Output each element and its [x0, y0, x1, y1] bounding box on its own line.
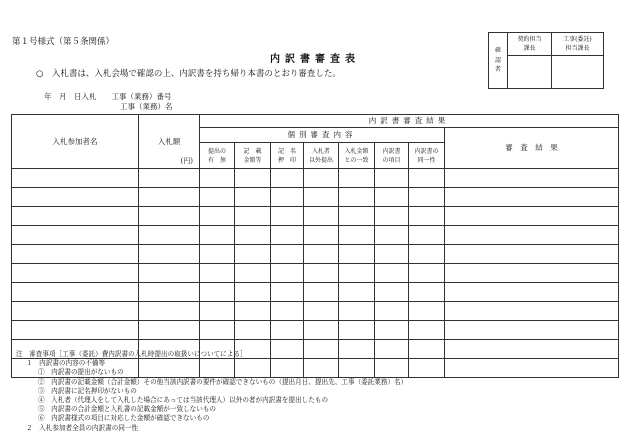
- review-results-header: 内訳書審査結果: [200, 115, 619, 128]
- amount-cell[interactable]: [235, 283, 271, 302]
- identity-cell[interactable]: [409, 226, 445, 245]
- amount-cell[interactable]: [235, 302, 271, 321]
- seal-cell[interactable]: [271, 245, 304, 264]
- notes-item: ⑥ 内訳書様式の項目に対応した金額が確認できないもの: [38, 414, 210, 423]
- other-submitter-cell[interactable]: [304, 188, 339, 207]
- bidder-name-cell[interactable]: [12, 264, 139, 283]
- amount-match-cell[interactable]: [339, 188, 375, 207]
- individual-review-header: 個別審査内容: [200, 128, 445, 143]
- breakdown-items-cell[interactable]: [375, 188, 409, 207]
- table-row: [12, 245, 619, 264]
- contract-manager-stamp-cell[interactable]: [508, 56, 552, 89]
- result-cell[interactable]: [445, 321, 619, 340]
- construction-manager-header: 工事(委託) 担当課長: [551, 33, 603, 56]
- item-submission: 提出の 有 無: [200, 143, 235, 169]
- other-submitter-cell[interactable]: [304, 264, 339, 283]
- submission-cell[interactable]: [200, 302, 235, 321]
- submission-cell[interactable]: [200, 169, 235, 188]
- table-row: [12, 226, 619, 245]
- item-amount: 記 載 金額等: [235, 143, 271, 169]
- result-cell[interactable]: [445, 245, 619, 264]
- seal-cell[interactable]: [271, 226, 304, 245]
- item-seal: 記 名 押 印: [271, 143, 304, 169]
- result-cell[interactable]: [445, 226, 619, 245]
- table-row: [12, 207, 619, 226]
- bidder-name-cell[interactable]: [12, 188, 139, 207]
- result-cell[interactable]: [445, 359, 619, 378]
- other-submitter-cell[interactable]: [304, 245, 339, 264]
- bid-amount-cell[interactable]: [139, 302, 200, 321]
- amount-cell[interactable]: [235, 245, 271, 264]
- result-cell[interactable]: [445, 340, 619, 359]
- contract-manager-header: 契約担当 課長: [508, 33, 552, 56]
- document-title: 内訳書審査表: [270, 54, 360, 65]
- other-submitter-cell[interactable]: [304, 283, 339, 302]
- other-submitter-cell[interactable]: [304, 169, 339, 188]
- seal-cell[interactable]: [271, 283, 304, 302]
- bidder-name-cell[interactable]: [12, 245, 139, 264]
- table-row: [12, 302, 619, 321]
- notes-item: １ 内訳書の内容の不備等: [26, 359, 106, 368]
- bid-amount-cell[interactable]: [139, 321, 200, 340]
- bid-amount-cell[interactable]: [139, 207, 200, 226]
- review-result-header: 審 査 結 果: [445, 128, 619, 169]
- amount-match-cell[interactable]: [339, 207, 375, 226]
- bidder-name-cell[interactable]: [12, 321, 139, 340]
- confirmation-stamp-box: [488, 32, 604, 89]
- submission-cell[interactable]: [200, 283, 235, 302]
- notes-item: ③ 内訳書に記名押印がないもの: [38, 386, 137, 395]
- result-cell[interactable]: [445, 302, 619, 321]
- result-cell[interactable]: [445, 188, 619, 207]
- bid-amount-cell[interactable]: [139, 264, 200, 283]
- amount-match-cell[interactable]: [339, 321, 375, 340]
- bid-date-and-number: 年 月 日入札 工事（業務）番号: [44, 92, 172, 101]
- table-row: [12, 283, 619, 302]
- identity-cell[interactable]: [409, 207, 445, 226]
- identity-cell[interactable]: [409, 283, 445, 302]
- yen-unit: (円): [180, 156, 193, 165]
- project-name-label: 工事（業務）名: [120, 102, 173, 111]
- breakdown-items-cell[interactable]: [375, 283, 409, 302]
- result-cell[interactable]: [445, 169, 619, 188]
- identity-cell[interactable]: [409, 169, 445, 188]
- table-row: [12, 321, 619, 340]
- seal-cell[interactable]: [271, 207, 304, 226]
- breakdown-items-cell[interactable]: [375, 226, 409, 245]
- other-submitter-cell[interactable]: [304, 226, 339, 245]
- result-cell[interactable]: [445, 283, 619, 302]
- construction-manager-stamp-cell[interactable]: [551, 56, 603, 89]
- other-submitter-cell[interactable]: [304, 207, 339, 226]
- amount-match-cell[interactable]: [339, 226, 375, 245]
- notes-section: [16, 350, 407, 433]
- bidder-name-cell[interactable]: [12, 169, 139, 188]
- breakdown-items-cell[interactable]: [375, 207, 409, 226]
- table-row: [12, 264, 619, 283]
- notes-item: ２ 入札参加者全員の内訳書の同一性: [26, 423, 139, 432]
- amount-match-cell[interactable]: [339, 169, 375, 188]
- amount-cell[interactable]: [235, 169, 271, 188]
- breakdown-items-cell[interactable]: [375, 169, 409, 188]
- seal-cell[interactable]: [271, 188, 304, 207]
- notes-item: ① 内訳書の提出がないもの: [38, 368, 124, 377]
- seal-cell[interactable]: [271, 264, 304, 283]
- breakdown-items-cell[interactable]: [375, 245, 409, 264]
- notes-item: ④ 入札者（代理人をして入札した場合にあっては当該代理人）以外の者が内訳書を提出したもの: [38, 396, 329, 405]
- submission-cell[interactable]: [200, 207, 235, 226]
- identity-cell[interactable]: [409, 188, 445, 207]
- bidder-name-header: 入札参加者名: [12, 115, 139, 169]
- bid-amount-cell[interactable]: [139, 188, 200, 207]
- breakdown-items-cell[interactable]: [375, 321, 409, 340]
- seal-cell[interactable]: [271, 321, 304, 340]
- item-other-submitter: 入札者 以外提出: [304, 143, 339, 169]
- identity-cell[interactable]: [409, 321, 445, 340]
- amount-match-cell[interactable]: [339, 264, 375, 283]
- item-amount-match: 入札金額 との一致: [339, 143, 375, 169]
- bid-amount-cell[interactable]: [139, 226, 200, 245]
- identity-cell[interactable]: [409, 302, 445, 321]
- other-submitter-cell[interactable]: [304, 321, 339, 340]
- bid-amount-cell[interactable]: [139, 283, 200, 302]
- identity-cell[interactable]: [409, 245, 445, 264]
- notes-heading: 注 審査事項［工事（委託）費内訳書の入札時提出の取扱いについてによる］: [16, 350, 247, 358]
- notes-item: ② 内訳書の記載金額（合計金額）その他当該内訳書の要件が確認できないもの（提出月日、提出先、工事（委託業務）名）: [38, 377, 408, 386]
- submission-cell[interactable]: [200, 245, 235, 264]
- item-identity: 内訳書の 同一性: [409, 143, 445, 169]
- breakdown-items-cell[interactable]: [375, 302, 409, 321]
- identity-cell[interactable]: [409, 340, 445, 359]
- seal-cell[interactable]: [271, 302, 304, 321]
- bid-amount-cell[interactable]: [139, 169, 200, 188]
- confirmer-label: 確 認 者: [489, 33, 508, 89]
- result-cell[interactable]: [445, 264, 619, 283]
- result-cell[interactable]: [445, 207, 619, 226]
- amount-cell[interactable]: [235, 264, 271, 283]
- table-row: [12, 188, 619, 207]
- submission-cell[interactable]: [200, 264, 235, 283]
- table-body: [12, 169, 619, 378]
- review-table: [11, 114, 619, 378]
- bidder-name-cell[interactable]: [12, 207, 139, 226]
- submission-cell[interactable]: [200, 226, 235, 245]
- amount-match-cell[interactable]: [339, 302, 375, 321]
- submission-cell[interactable]: [200, 321, 235, 340]
- notes-item: ⑤ 内訳書の合計金額と入札書の記載金額が一致しないもの: [38, 405, 217, 414]
- identity-cell[interactable]: [409, 264, 445, 283]
- bidder-name-cell[interactable]: [12, 302, 139, 321]
- identity-cell[interactable]: [409, 359, 445, 378]
- amount-cell[interactable]: [235, 188, 271, 207]
- amount-match-cell[interactable]: [339, 245, 375, 264]
- form-number: 第１号様式（第５条関係）: [12, 37, 115, 47]
- bidder-name-cell[interactable]: [12, 226, 139, 245]
- bidder-name-cell[interactable]: [12, 283, 139, 302]
- intro-statement: ○ 入札書は、入札会場で確認の上、内訳書を持ち帰り本書のとおり審査した。: [36, 69, 341, 79]
- table-row: [12, 169, 619, 188]
- bid-amount-header: 入札額 (円): [139, 115, 200, 169]
- other-submitter-cell[interactable]: [304, 302, 339, 321]
- seal-cell[interactable]: [271, 169, 304, 188]
- amount-cell[interactable]: [235, 321, 271, 340]
- breakdown-items-cell[interactable]: [375, 264, 409, 283]
- amount-match-cell[interactable]: [339, 283, 375, 302]
- submission-cell[interactable]: [200, 188, 235, 207]
- amount-cell[interactable]: [235, 226, 271, 245]
- amount-cell[interactable]: [235, 207, 271, 226]
- bid-amount-cell[interactable]: [139, 245, 200, 264]
- item-breakdown-items: 内訳書 の項目: [375, 143, 409, 169]
